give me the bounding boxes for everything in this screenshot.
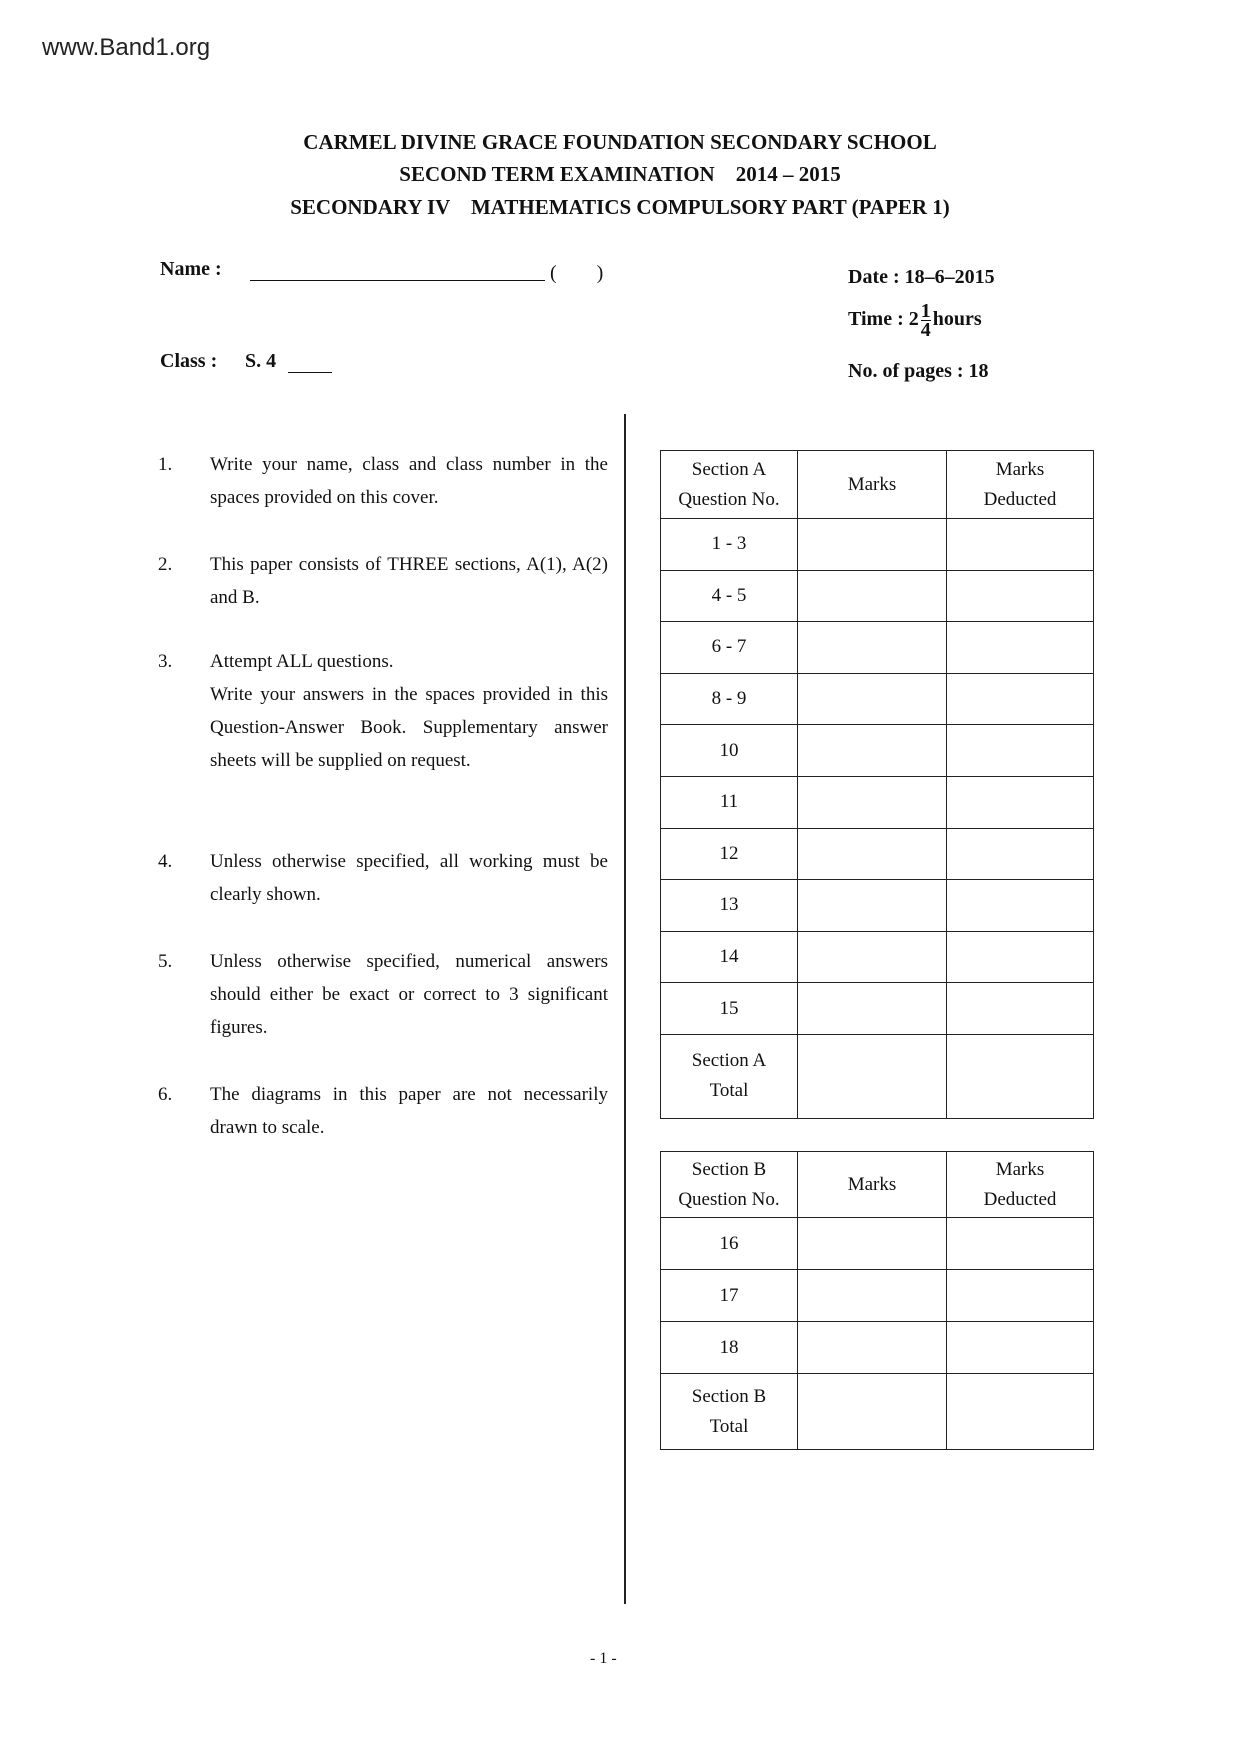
instruction-number: 4. <box>158 851 173 872</box>
question-no-cell: 4 - 5 <box>661 570 798 622</box>
question-no-cell: 18 <box>661 1322 798 1374</box>
header-question-no: Section B Question No. <box>661 1152 798 1218</box>
table-row <box>661 725 1094 777</box>
header-marks-deducted: Marks Deducted <box>947 1152 1094 1218</box>
table-row <box>661 1322 1094 1374</box>
instruction-text: The diagrams in this paper are not necessarily drawn to scale. <box>210 1084 608 1138</box>
question-no-cell: 8 - 9 <box>661 673 798 725</box>
total-row <box>661 1034 1094 1118</box>
question-no-cell: 6 - 7 <box>661 622 798 674</box>
instruction-text: This paper consists of THREE sections, A(1), A(2) and B. <box>210 554 608 608</box>
marks-cell[interactable] <box>798 725 947 777</box>
fraction-denominator: 4 <box>920 319 931 341</box>
marks-deducted-cell[interactable] <box>947 880 1094 932</box>
question-no-cell: 12 <box>661 828 798 880</box>
question-no-cell: 11 <box>661 776 798 828</box>
table-row <box>661 880 1094 932</box>
school-name: CARMEL DIVINE GRACE FOUNDATION SECONDARY SCHOOL <box>303 130 937 154</box>
instruction-item <box>158 448 608 514</box>
instruction-item <box>158 945 608 1044</box>
section-b-marks-table <box>660 1151 1094 1450</box>
table-row <box>661 828 1094 880</box>
marks-cell[interactable] <box>798 1270 947 1322</box>
table-header-row <box>661 451 1094 519</box>
time <box>848 302 982 339</box>
table-row <box>661 931 1094 983</box>
instruction-text: Write your name, class and class number in the spaces provided on this cover. <box>210 454 608 508</box>
instruction-number: 1. <box>158 454 173 475</box>
table-row <box>661 519 1094 571</box>
header-marks-deducted: Marks Deducted <box>947 451 1094 519</box>
question-no-cell: 15 <box>661 983 798 1035</box>
marks-cell[interactable] <box>798 1322 947 1374</box>
question-no-cell: 17 <box>661 1270 798 1322</box>
marks-cell[interactable] <box>798 931 947 983</box>
date: Date : 18–6–2015 <box>848 266 995 288</box>
total-marks-cell[interactable] <box>798 1374 947 1450</box>
question-no-cell: 1 - 3 <box>661 519 798 571</box>
column-divider <box>624 414 626 1604</box>
marks-deducted-cell[interactable] <box>947 776 1094 828</box>
fraction-numerator: 1 <box>920 300 931 322</box>
instruction-item <box>158 548 608 614</box>
marks-deducted-cell[interactable] <box>947 1218 1094 1270</box>
marks-deducted-cell[interactable] <box>947 931 1094 983</box>
header-marks: Marks <box>798 1152 947 1218</box>
instruction-text: Unless otherwise specified, numerical answers should either be exact or correct to 3 significant figures. <box>210 951 608 1038</box>
marks-deducted-cell[interactable] <box>947 673 1094 725</box>
time-fraction <box>921 302 931 339</box>
instruction-item <box>158 645 608 777</box>
marks-cell[interactable] <box>798 622 947 674</box>
instruction-number: 2. <box>158 554 173 575</box>
class-blank[interactable] <box>288 372 332 373</box>
total-deducted-cell[interactable] <box>947 1374 1094 1450</box>
marks-cell[interactable] <box>798 828 947 880</box>
time-label: Time : 2 <box>848 308 919 331</box>
header-question-no: Section A Question No. <box>661 451 798 519</box>
question-no-cell: 16 <box>661 1218 798 1270</box>
class-value: S. 4 <box>245 350 277 372</box>
name-label: Name : <box>160 258 222 280</box>
question-no-cell: 10 <box>661 725 798 777</box>
marks-cell[interactable] <box>798 673 947 725</box>
class-label: Class : <box>160 350 218 372</box>
marks-deducted-cell[interactable] <box>947 622 1094 674</box>
instruction-item <box>158 845 608 911</box>
number-of-pages: No. of pages : 18 <box>848 360 989 382</box>
question-no-cell: 14 <box>661 931 798 983</box>
table-row <box>661 1218 1094 1270</box>
time-unit: hours <box>932 308 982 331</box>
marks-cell[interactable] <box>798 776 947 828</box>
instruction-text: Unless otherwise specified, all working must be clearly shown. <box>210 851 608 905</box>
class-number-field[interactable]: ( ) <box>550 262 604 284</box>
subject-title: SECONDARY IV MATHEMATICS COMPULSORY PART (PAPER 1) <box>290 195 950 219</box>
marks-cell[interactable] <box>798 1218 947 1270</box>
instruction-number: 5. <box>158 951 173 972</box>
table-row <box>661 673 1094 725</box>
total-deducted-cell[interactable] <box>947 1034 1094 1118</box>
exam-title: SECOND TERM EXAMINATION 2014 – 2015 <box>399 162 841 186</box>
marks-cell[interactable] <box>798 983 947 1035</box>
marks-deducted-cell[interactable] <box>947 983 1094 1035</box>
marks-deducted-cell[interactable] <box>947 1322 1094 1374</box>
instruction-number: 3. <box>158 651 173 672</box>
total-row <box>661 1374 1094 1450</box>
marks-deducted-cell[interactable] <box>947 828 1094 880</box>
total-label: Section B Total <box>661 1374 798 1450</box>
name-field[interactable] <box>250 280 545 281</box>
table-row <box>661 1270 1094 1322</box>
instruction-text: Attempt ALL questions. <box>210 651 394 672</box>
table-row <box>661 776 1094 828</box>
marks-deducted-cell[interactable] <box>947 570 1094 622</box>
marks-cell[interactable] <box>798 570 947 622</box>
instruction-number: 6. <box>158 1084 173 1105</box>
table-header-row <box>661 1152 1094 1218</box>
question-no-cell: 13 <box>661 880 798 932</box>
total-marks-cell[interactable] <box>798 1034 947 1118</box>
header-marks: Marks <box>798 451 947 519</box>
section-a-marks-table <box>660 450 1094 1119</box>
instruction-item <box>158 1078 608 1144</box>
table-row <box>661 570 1094 622</box>
marks-cell[interactable] <box>798 519 947 571</box>
page-number: - 1 - <box>590 1650 617 1667</box>
marks-deducted-cell[interactable] <box>947 1270 1094 1322</box>
marks-deducted-cell[interactable] <box>947 519 1094 571</box>
marks-deducted-cell[interactable] <box>947 725 1094 777</box>
table-row <box>661 983 1094 1035</box>
marks-cell[interactable] <box>798 880 947 932</box>
total-label: Section A Total <box>661 1034 798 1118</box>
watermark: www.Band1.org <box>42 34 211 61</box>
instruction-text: Write your answers in the spaces provided in this Question-Answer Book. Supplementary answer sheets will be supplied on request. <box>210 684 608 771</box>
table-row <box>661 622 1094 674</box>
